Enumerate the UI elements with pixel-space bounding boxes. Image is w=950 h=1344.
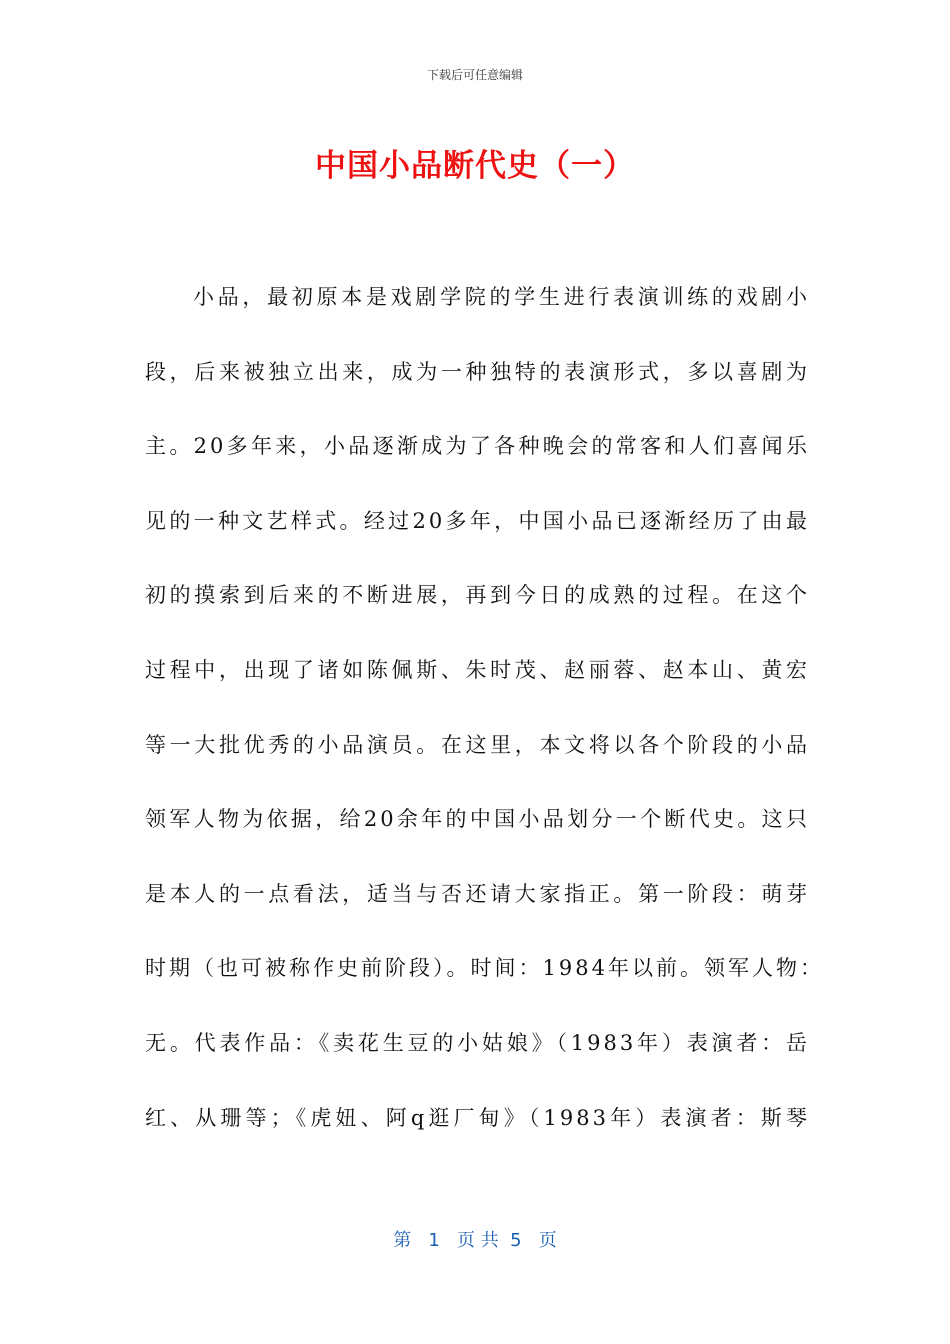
body-line: 见的一种文艺样式。经过20多年，中国小品已逐渐经历了由最 xyxy=(145,508,810,533)
body-line: 过程中，出现了诸如陈佩斯、朱时茂、赵丽蓉、赵本山、黄宏 xyxy=(145,657,810,682)
page-number-footer: 第 1 页 共 5 页 xyxy=(393,1230,557,1251)
document-title: 中国小品断代史（一） xyxy=(315,148,635,184)
body-line: 主。20多年来，小品逐渐成为了各种晚会的常客和人们喜闻乐 xyxy=(145,434,810,459)
body-line: 初的摸索到后来的不断进展，再到今日的成熟的过程。在这个 xyxy=(145,583,810,608)
body-line: 等一大批优秀的小品演员。在这里，本文将以各个阶段的小品 xyxy=(145,732,810,757)
body-line: 无。代表作品：《卖花生豆的小姑娘》（1983年）表演者：岳 xyxy=(145,1030,810,1055)
body-line: 是本人的一点看法，适当与否还请大家指正。第一阶段：萌芽 xyxy=(145,881,810,906)
body-line: 红、从珊等；《虎妞、阿q逛厂甸》（1983年）表演者：斯琴 xyxy=(145,1105,810,1130)
body-paragraph xyxy=(145,260,824,1155)
body-line: 段，后来被独立出来，成为一种独特的表演形式，多以喜剧为 xyxy=(145,359,810,384)
header-note: 下载后可任意编辑 xyxy=(426,68,523,82)
body-line: 领军人物为依据，给20余年的中国小品划分一个断代史。这只 xyxy=(145,807,810,832)
body-line: 时期（也可被称作史前阶段）。时间：1984年以前。领军人物： xyxy=(145,956,824,981)
body-line: 小品，最初原本是戏剧学院的学生进行表演训练的戏剧小 xyxy=(193,285,810,309)
